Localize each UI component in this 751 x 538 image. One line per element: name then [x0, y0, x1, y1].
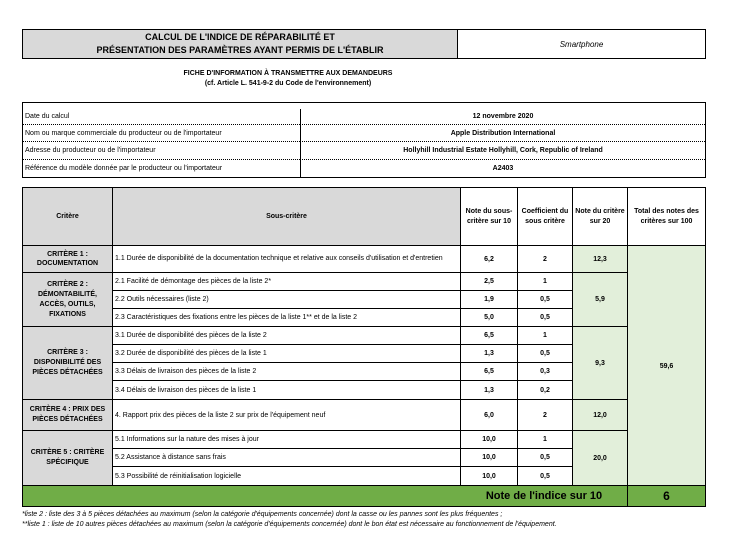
form-subtitle-line2: (cf. Article L. 541-9-2 du Code de l'environnement) [204, 80, 372, 87]
subcriterion-5-3-note: 10,0 [460, 466, 518, 486]
subcriterion-3-3-note: 6,5 [460, 362, 518, 381]
form-subtitle-line1: FICHE D'INFORMATION À TRANSMETTRE AUX DEMANDEURS [183, 70, 393, 77]
subcriterion-5-1-note: 10,0 [460, 430, 518, 449]
subcriterion-2-1-coef: 1 [517, 272, 573, 291]
subcriterion-1-1-label: 1.1 Durée de disponibilité de la documentation technique et relative aux conseils d'utilisation et d'entretien [112, 245, 461, 273]
col-header-note10: Note du sous-critère sur 10 [460, 187, 518, 246]
info-value-reference: A2403 [300, 160, 705, 177]
sheet-title-line2: PRÉSENTATION DES PARAMÈTRES AYANT PERMIS DE L'ÉTABLIR [96, 45, 384, 55]
criterion-5-note20: 20,0 [572, 430, 628, 486]
subcriterion-3-1-coef: 1 [517, 326, 573, 345]
total-score: 59,6 [627, 245, 706, 488]
info-value-date: 12 novembre 2020 [300, 109, 705, 125]
info-label-reference: Référence du modèle donnée par le producteur ou l'importateur [25, 165, 223, 172]
col-header-total: Total des notes des critères sur 100 [627, 187, 706, 246]
subcriterion-3-4-coef: 0,2 [517, 380, 573, 400]
footnotes [22, 510, 737, 530]
subcriterion-4-label: 4. Rapport prix des pièces de la liste 2 sur prix de l'équipement neuf [112, 399, 461, 431]
index-score-value: 6 [627, 485, 706, 507]
subcriterion-4-note: 6,0 [460, 399, 518, 431]
info-box [22, 102, 706, 178]
subcriterion-2-2-coef: 0,5 [517, 290, 573, 309]
subcriterion-5-2-note: 10,0 [460, 448, 518, 467]
criterion-5-name: CRITÈRE 5 : CRITÈRE SPÉCIFIQUE [22, 430, 113, 486]
info-value-producer: Apple Distribution International [300, 125, 705, 142]
subcriterion-2-2-label: 2.2 Outils nécessaires (liste 2) [112, 290, 461, 309]
subcriterion-3-2-coef: 0,5 [517, 344, 573, 363]
subcriterion-3-1-note: 6,5 [460, 326, 518, 345]
col-header-critere: Critère [22, 187, 113, 246]
subcriterion-3-4-note: 1,3 [460, 380, 518, 400]
col-header-sous-critere: Sous-critère [112, 187, 461, 246]
subcriterion-2-3-coef: 0,5 [517, 308, 573, 327]
criterion-2-note20: 5,9 [572, 272, 628, 327]
subcriterion-5-2-label: 5.2 Assistance à distance sans frais [112, 448, 461, 467]
col-header-note20: Note du critère sur 20 [572, 187, 628, 246]
score-table [22, 187, 708, 509]
subcriterion-5-3-coef: 0,5 [517, 466, 573, 486]
info-label-address: Adresse du producteur ou de l'importateur [23, 142, 300, 160]
criterion-1-note20: 12,3 [572, 245, 628, 273]
criterion-1-name: CRITÈRE 1 : DOCUMENTATION [22, 245, 113, 273]
subcriterion-2-2-note: 1,9 [460, 290, 518, 309]
subcriterion-3-3-label: 3.3 Délais de livraison des pièces de la liste 2 [112, 362, 461, 381]
sheet-title [22, 29, 458, 59]
col-header-coef: Coefficient du sous critère [517, 187, 573, 246]
criterion-4-note20: 12,0 [572, 399, 628, 431]
subcriterion-5-2-coef: 0,5 [517, 448, 573, 467]
subcriterion-5-1-coef: 1 [517, 430, 573, 449]
subcriterion-4-coef: 2 [517, 399, 573, 431]
subcriterion-1-1-note: 6,2 [460, 245, 518, 273]
subcriterion-3-2-label: 3.2 Durée de disponibilité des pièces de la liste 1 [112, 344, 461, 363]
product-category: Smartphone [457, 29, 706, 59]
subcriterion-3-1-label: 3.1 Durée de disponibilité des pièces de la liste 2 [112, 326, 461, 345]
subcriterion-2-3-label: 2.3 Caractéristiques des fixations entre les pièces de la liste 1** et de la liste 2 [112, 308, 461, 327]
subcriterion-2-1-label: 2.1 Facilité de démontage des pièces de la liste 2* [112, 272, 461, 291]
index-score-label: Note de l'indice sur 10 [485, 490, 603, 502]
subcriterion-5-1-label: 5.1 Informations sur la nature des mises à jour [112, 430, 461, 449]
subcriterion-3-2-note: 1,3 [460, 344, 518, 363]
criterion-4-name: CRITÈRE 4 : PRIX DES PIÈCES DÉTACHÉES [22, 399, 113, 431]
info-label-date: Date du calcul [23, 109, 300, 125]
subcriterion-2-1-note: 2,5 [460, 272, 518, 291]
subcriterion-1-1-coef: 2 [517, 245, 573, 273]
footnote-liste-1: **liste 1 : liste de 10 autres pièces détachées au maximum (selon la catégorie d'équipements concernée) dont le bon état est nécessaire au fonctionnement de l'équipement. [22, 521, 557, 528]
criterion-3-name: CRITÈRE 3 : DISPONIBILITÉ DES PIÈCES DÉTACHÉES [22, 326, 113, 400]
form-subtitle [22, 68, 554, 90]
info-value-address: Hollyhill Industrial Estate Hollyhill, Cork, Republic of Ireland [300, 142, 705, 160]
subcriterion-2-3-note: 5,0 [460, 308, 518, 327]
sheet-title-line1: CALCUL DE L'INDICE DE RÉPARABILITÉ ET [145, 32, 335, 42]
subcriterion-3-4-label: 3.4 Délais de livraison des pièces de la liste 1 [112, 380, 461, 400]
subcriterion-5-3-label: 5.3 Possibilité de réinitialisation logicielle [112, 466, 461, 486]
criterion-2-name: CRITÈRE 2 : DÉMONTABILITÉ, ACCÈS, OUTILS, FIXATIONS [22, 272, 113, 327]
index-score-row [22, 485, 628, 507]
criterion-3-note20: 9,3 [572, 326, 628, 400]
info-label-producer: Nom ou marque commerciale du producteur ou de l'importateur [23, 125, 300, 142]
footnote-liste-2: *liste 2 : liste des 3 à 5 pièces détachées au maximum (selon la catégorie d'équipements concernée) dont la casse ou les pannes sont les plus fréquentes ; [22, 511, 503, 518]
subcriterion-3-3-coef: 0,3 [517, 362, 573, 381]
